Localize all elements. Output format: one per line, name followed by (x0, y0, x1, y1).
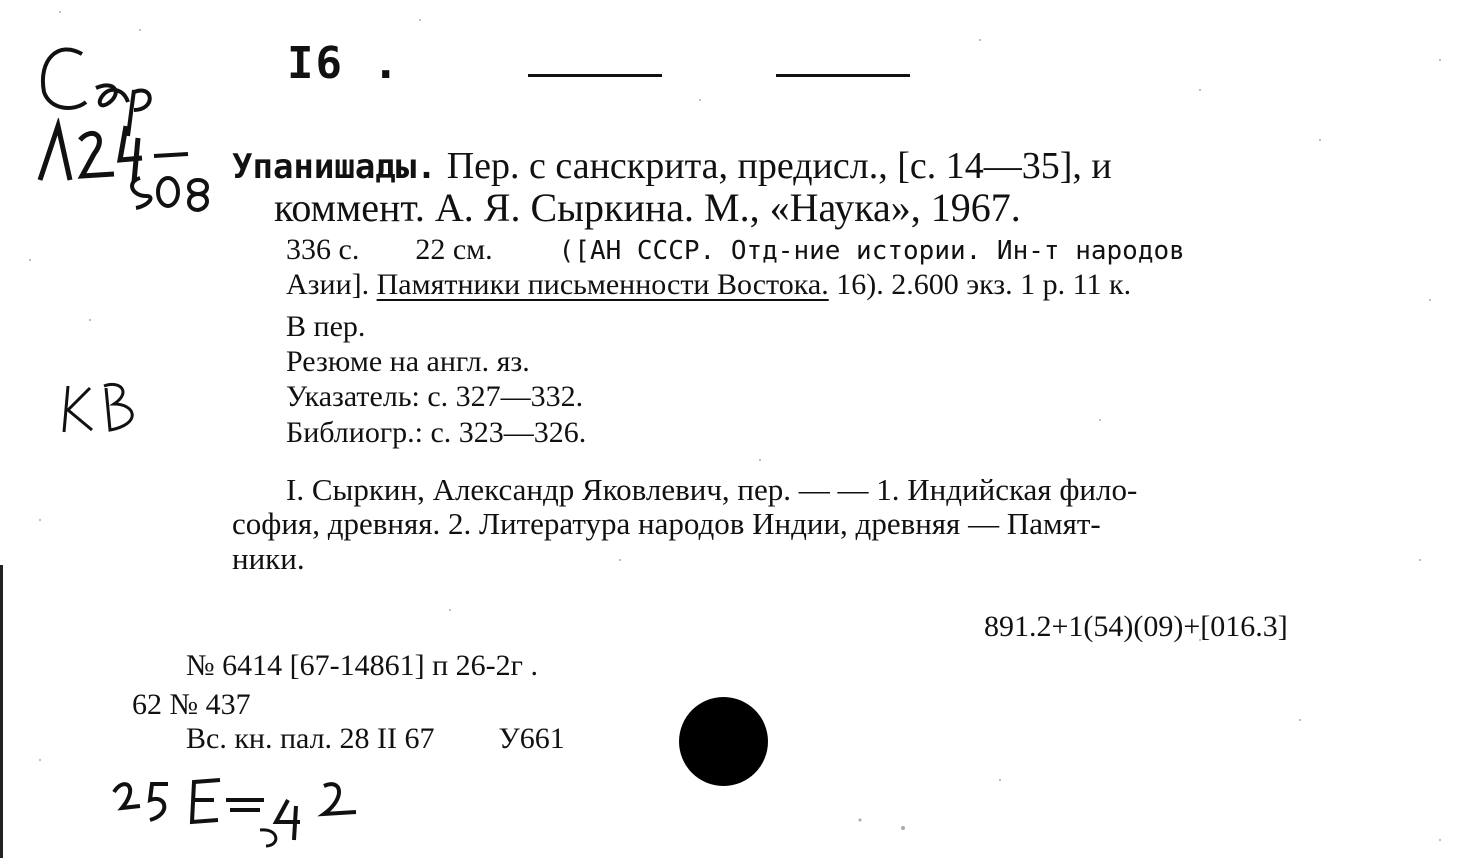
handwritten-bottom-mark (110, 770, 370, 850)
blank-field-dash-2 (776, 74, 910, 77)
tracing-line-1: I. Сыркин, Александр Яковлевич, пер. — — 1. Индийская фило- (286, 472, 1138, 507)
entry-translator-statement: Пер. с санскрита, предисл., [с. 14—35], и (446, 145, 1112, 187)
series-prefix: Азии]. (286, 268, 370, 301)
record-line-3 (186, 724, 565, 754)
note-summary: Резюме на англ. яз. (286, 345, 530, 378)
pages: 336 с. (286, 233, 360, 266)
handwritten-shelf-mark (36, 118, 236, 218)
collation-line (286, 235, 1390, 265)
record-line-1: № 6414 [67-14861] п 26-2г . (186, 649, 538, 682)
series-name: Памятники письменности Востока. (376, 268, 829, 301)
entry-line-1 (232, 145, 1112, 185)
entry-line-2: коммент. А. Я. Сыркина. М., «Наука», 1967. (274, 185, 1021, 230)
print-code: У661 (498, 722, 565, 755)
card-left-edge (0, 565, 3, 858)
chamber-date: Вс. кн. пал. 28 II 67 (186, 722, 435, 755)
entry-title: Упанишады. (232, 147, 437, 187)
edition-price: 16). 2.600 экз. 1 р. 11 к. (836, 268, 1132, 301)
series-line (286, 270, 1131, 300)
blank-field-dash-1 (528, 74, 662, 77)
size: 22 см. (415, 233, 493, 266)
card-number: I6 . (287, 38, 401, 89)
tracing-line-2: софия, древняя. 2. Литература народов Индии, древняя — Памят- (232, 506, 1101, 541)
binding-note: В пер. (286, 310, 366, 343)
punch-hole (679, 697, 768, 786)
note-index: Указатель: с. 327—332. (286, 380, 584, 413)
handwritten-side-mark (60, 380, 160, 440)
series-statement: ([АН СССР. Отд-ние истории. Ин-т народов (558, 236, 1185, 266)
note-bibliography: Библиогр.: с. 323—326. (286, 416, 587, 449)
classification-number: 891.2+1(54)(09)+[016.3] (984, 610, 1288, 643)
tracing-line-3: ники. (232, 541, 305, 576)
record-line-2: 62 № 437 (132, 688, 251, 721)
